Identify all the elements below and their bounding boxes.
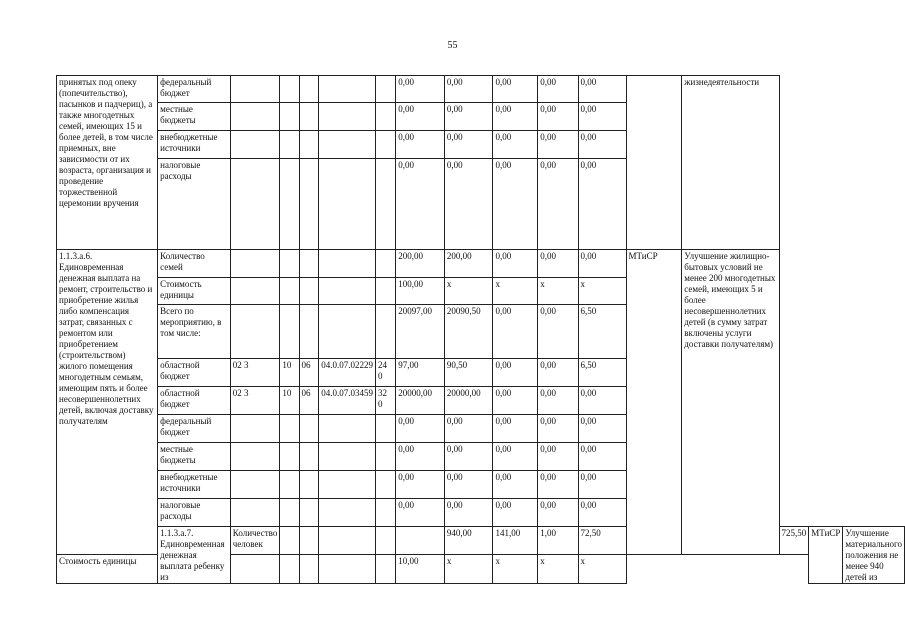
table-cell: 0,00 — [538, 499, 578, 527]
budget-table — [56, 75, 905, 584]
table-cell — [375, 278, 395, 305]
table-cell: х — [444, 554, 493, 583]
table-cell — [319, 76, 376, 103]
table-cell: Количество человек — [230, 527, 280, 555]
table-cell — [230, 415, 280, 443]
table-cell — [280, 250, 299, 278]
table-cell — [299, 131, 319, 159]
table-cell: областной бюджет — [158, 387, 231, 415]
table-cell — [280, 443, 299, 471]
table-cell: 20000,00 — [444, 387, 493, 415]
table-cell: 06 — [299, 387, 319, 415]
table-cell: 0,00 — [396, 76, 445, 103]
table-cell: 0,00 — [444, 159, 493, 250]
table-cell: 0,00 — [444, 415, 493, 443]
table-cell: жизнедеятельности — [682, 76, 779, 250]
table-cell — [230, 278, 280, 305]
table-cell: 0,00 — [538, 76, 578, 103]
table-cell: х — [578, 278, 626, 305]
table-cell: 0,00 — [444, 76, 493, 103]
table-cell: 200,00 — [396, 250, 445, 278]
table-cell: 90,50 — [444, 359, 493, 387]
table-cell: 0,00 — [396, 103, 445, 131]
table-cell — [299, 443, 319, 471]
table-cell — [280, 554, 299, 583]
table-cell — [299, 76, 319, 103]
table-cell — [280, 415, 299, 443]
table-cell: 0,00 — [538, 387, 578, 415]
table-cell — [230, 103, 280, 131]
table-cell — [319, 527, 376, 555]
table-cell — [375, 305, 395, 359]
table-cell: х — [578, 554, 626, 583]
table-cell — [280, 159, 299, 250]
table-cell: налоговые расходы — [158, 499, 231, 527]
table-cell: Улучшение материального положения не менее 940 детей из — [843, 527, 905, 584]
table-cell: х — [538, 278, 578, 305]
table-cell: 1.1.3.а.7. Единовременная денежная выплата ребенку из — [158, 527, 231, 584]
table-cell: 10,00 — [396, 554, 445, 583]
table-cell — [280, 103, 299, 131]
table-cell: 0,00 — [578, 250, 626, 278]
table-cell: 0,00 — [493, 250, 538, 278]
table-cell: 0,00 — [578, 471, 626, 499]
table-row — [57, 250, 905, 278]
table-cell — [299, 250, 319, 278]
table-cell: 0,00 — [538, 250, 578, 278]
table-cell: 32 0 — [375, 387, 395, 415]
table-cell: областной бюджет — [158, 359, 231, 387]
table-cell — [299, 278, 319, 305]
table-cell: 0,00 — [396, 499, 445, 527]
table-cell: МТиСР — [626, 250, 682, 555]
table-cell — [396, 527, 445, 555]
table-cell: местные бюджеты — [158, 443, 231, 471]
table-cell: 6,50 — [578, 305, 626, 359]
table-cell — [375, 131, 395, 159]
table-cell — [375, 471, 395, 499]
table-cell: 02 3 — [230, 359, 280, 387]
table-cell — [319, 443, 376, 471]
table-cell: 0,00 — [396, 443, 445, 471]
table-cell: 0,00 — [578, 387, 626, 415]
table-cell: 0,00 — [493, 76, 538, 103]
table-cell — [230, 554, 280, 583]
table-cell — [280, 278, 299, 305]
table-cell: 0,00 — [493, 387, 538, 415]
table-cell: МТиСР — [809, 527, 843, 584]
table-cell: 0,00 — [578, 131, 626, 159]
table-cell: 940,00 — [444, 527, 493, 555]
table-cell: х — [493, 278, 538, 305]
table-cell — [299, 471, 319, 499]
table-cell: Всего по мероприятию, в том числе: — [158, 305, 231, 359]
table-cell: 02 3 — [230, 387, 280, 415]
table-cell — [280, 131, 299, 159]
table-cell — [375, 443, 395, 471]
table-cell — [299, 103, 319, 131]
table-cell: 0,00 — [578, 443, 626, 471]
table-cell — [299, 159, 319, 250]
table-cell — [375, 103, 395, 131]
table-cell — [299, 305, 319, 359]
table-cell — [375, 159, 395, 250]
table-cell: 10 — [280, 359, 299, 387]
table-cell: 20090,50 — [444, 305, 493, 359]
table-cell: Стоимость единицы — [158, 278, 231, 305]
table-cell: 0,00 — [493, 471, 538, 499]
table-cell: х — [493, 554, 538, 583]
table-cell: 0,00 — [578, 499, 626, 527]
table-cell: 0,00 — [444, 471, 493, 499]
table-cell — [375, 415, 395, 443]
table-cell: 0,00 — [538, 359, 578, 387]
table-cell: 10 — [280, 387, 299, 415]
table-cell — [319, 250, 376, 278]
table-cell: 0,00 — [396, 131, 445, 159]
table-cell — [375, 76, 395, 103]
table-row — [57, 76, 905, 103]
table-cell: 0,00 — [538, 305, 578, 359]
table-cell — [230, 305, 280, 359]
table-cell — [230, 76, 280, 103]
table-cell — [375, 250, 395, 278]
table-cell — [280, 527, 299, 555]
table-cell: местные бюджеты — [158, 103, 231, 131]
table-cell — [280, 76, 299, 103]
page-number: 55 — [447, 40, 458, 51]
table-cell: 0,00 — [444, 103, 493, 131]
table-cell: 0,00 — [578, 159, 626, 250]
table-cell: 725,50 — [779, 527, 809, 555]
table-cell — [319, 131, 376, 159]
table-cell — [375, 554, 395, 583]
table-cell: 0,00 — [538, 103, 578, 131]
table-cell: 0,00 — [493, 499, 538, 527]
table-cell: Улучшение жилищно-бытовых условий не менее 200 многодетных семей, имеющих 5 и более несовершеннолетних детей (в сумму затрат включены услуги доставки получателям) — [682, 250, 779, 555]
table-cell: 0,00 — [444, 499, 493, 527]
table-cell: принятых под опеку (попечительство), пасынков и падчериц), а также многодетных семей, имеющих 15 и более детей, в том числе приемных, вне зависимости от их возраста, организация и проведение торжественной церемонии вручения — [57, 76, 158, 250]
table-cell — [299, 554, 319, 583]
table-cell: 200,00 — [444, 250, 493, 278]
table-cell — [230, 159, 280, 250]
table-cell: 0,00 — [396, 415, 445, 443]
table-cell — [299, 499, 319, 527]
table-cell — [319, 159, 376, 250]
table-cell — [299, 415, 319, 443]
table-cell: 0,00 — [538, 471, 578, 499]
table-cell: 0,00 — [578, 76, 626, 103]
table-cell — [280, 305, 299, 359]
table-cell — [280, 471, 299, 499]
table-cell: 20000,00 — [396, 387, 445, 415]
table-cell — [319, 278, 376, 305]
table-cell — [230, 443, 280, 471]
table-cell: 0,00 — [538, 159, 578, 250]
table-cell: Стоимость единицы — [57, 554, 158, 583]
table-cell: 1.1.3.а.6. Единовременная денежная выплата на ремонт, строительство и приобретение жилья либо компенсация затрат, связанных с ремонтом или приобретением (строительством) жилого помещения многодетным семьям, имеющим пять и более несовершеннолетних детей, включая доставку получателям — [57, 250, 158, 555]
table-cell — [280, 499, 299, 527]
table-cell: 0,00 — [444, 443, 493, 471]
table-cell: 0,00 — [493, 159, 538, 250]
table-cell — [230, 250, 280, 278]
table-cell: 20097,00 — [396, 305, 445, 359]
table-cell: х — [538, 554, 578, 583]
table-cell — [375, 527, 395, 555]
table-cell: 0,00 — [538, 131, 578, 159]
table-cell: 72,50 — [578, 527, 626, 555]
table-cell — [319, 499, 376, 527]
table-cell: 04.0.07.02229 — [319, 359, 376, 387]
table-cell: 0,00 — [538, 443, 578, 471]
table-cell — [319, 103, 376, 131]
table-cell: 0,00 — [444, 131, 493, 159]
table-cell: 100,00 — [396, 278, 445, 305]
table-cell: 0,00 — [396, 159, 445, 250]
table-cell — [230, 131, 280, 159]
table-cell: 0,00 — [538, 415, 578, 443]
table-cell — [626, 76, 682, 250]
table-cell: внебюджетные источники — [158, 471, 231, 499]
table-cell — [319, 554, 376, 583]
table-cell: 04.0.07.03459 — [319, 387, 376, 415]
table-cell: 0,00 — [493, 103, 538, 131]
table-cell: 97,00 — [396, 359, 445, 387]
table-cell — [375, 499, 395, 527]
table-cell: 0,00 — [493, 131, 538, 159]
table-cell: 0,00 — [396, 471, 445, 499]
table-cell: 06 — [299, 359, 319, 387]
table-cell: 0,00 — [578, 415, 626, 443]
table-cell: 141,00 — [493, 527, 538, 555]
table-cell: 0,00 — [493, 305, 538, 359]
table-cell: внебюджетные источники — [158, 131, 231, 159]
table-cell: 1,00 — [538, 527, 578, 555]
table-cell: 6,50 — [578, 359, 626, 387]
table-cell: 24 0 — [375, 359, 395, 387]
table-cell: 0,00 — [493, 443, 538, 471]
table-cell — [230, 499, 280, 527]
table-cell: х — [444, 278, 493, 305]
table-cell: федеральный бюджет — [158, 415, 231, 443]
table-cell: налоговые расходы — [158, 159, 231, 250]
table-cell — [319, 305, 376, 359]
table-cell: 0,00 — [578, 103, 626, 131]
table-cell: 0,00 — [493, 415, 538, 443]
table-cell — [319, 415, 376, 443]
table-cell: федеральный бюджет — [158, 76, 231, 103]
table-cell — [230, 471, 280, 499]
table-cell — [299, 527, 319, 555]
table-cell — [319, 471, 376, 499]
table-cell: 0,00 — [493, 359, 538, 387]
table-cell: Количество семей — [158, 250, 231, 278]
